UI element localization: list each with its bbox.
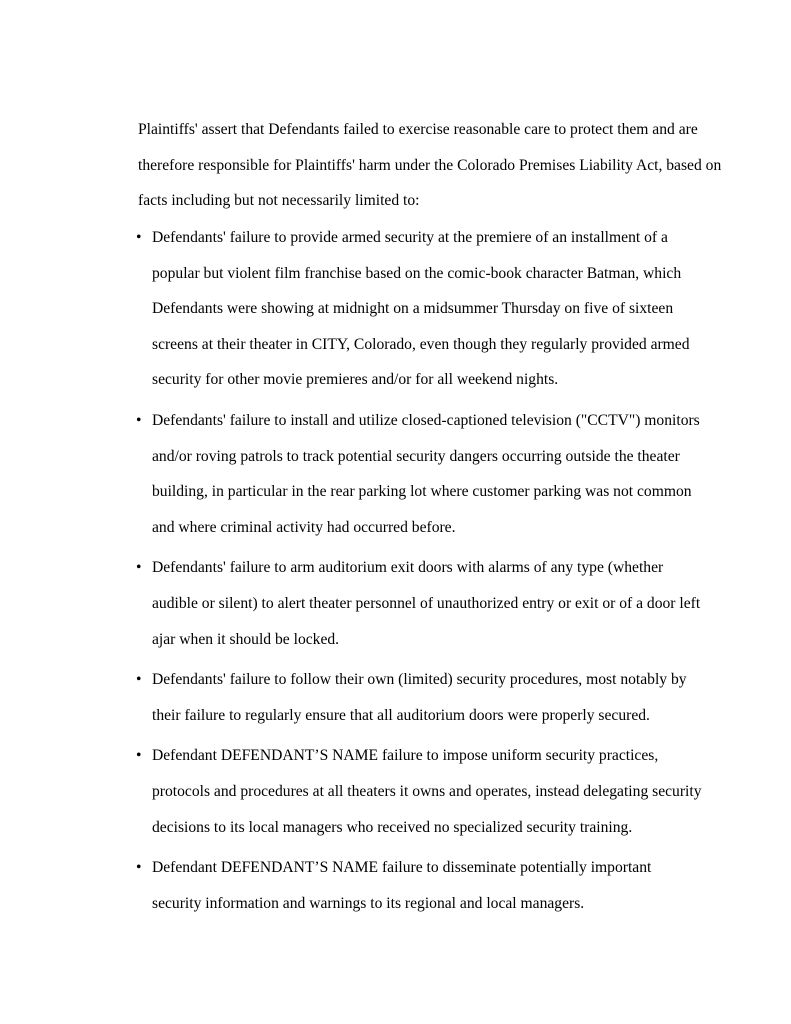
bullet-line: Defendants' failure to follow their own (limited) security procedures, most notably by <box>152 671 687 689</box>
bullet-line: security information and warnings to its regional and local managers. <box>152 894 585 912</box>
bullet-line: and where criminal activity had occurred before. <box>152 518 456 536</box>
bullet-line: Defendants were showing at midnight on a midsummer Thursday on five of sixteen <box>152 300 674 318</box>
intro-line: therefore responsible for Plaintiffs' harm under the Colorado Premises Liability Act, based on <box>138 156 722 174</box>
bullet-line: protocols and procedures at all theaters it owns and operates, instead delegating security <box>152 782 702 800</box>
bullet-icon: • <box>136 229 142 246</box>
bullet-line: decisions to its local managers who received no specialized security training. <box>152 818 633 836</box>
bullet-line: building, in particular in the rear parking lot where customer parking was not common <box>152 483 692 501</box>
bullet-line: ajar when it should be locked. <box>152 630 340 648</box>
bullet-icon: • <box>136 671 142 689</box>
bullet-line: security for other movie premieres and/or for all weekend nights. <box>152 371 559 389</box>
bullet-icon: • <box>136 559 142 577</box>
intro-line: Plaintiffs' assert that Defendants failed to exercise reasonable care to protect them and are <box>138 121 698 138</box>
list-item <box>92 662 704 733</box>
bullet-icon: • <box>136 859 142 877</box>
bullet-line: and/or roving patrols to track potential security dangers occurring outside the theater <box>152 447 680 465</box>
list-item <box>92 220 704 398</box>
list-item <box>92 550 704 657</box>
list-item <box>92 738 704 845</box>
bullet-line: Defendants' failure to arm auditorium exit doors with alarms of any type (whether <box>152 559 664 577</box>
bullet-list <box>92 220 704 926</box>
bullet-icon: • <box>136 747 142 765</box>
bullet-line: Defendants' failure to install and utilize closed-captioned television ("CCTV") monitors <box>152 411 700 429</box>
bullet-line: Defendant DEFENDANT’S NAME failure to impose uniform security practices, <box>152 747 659 765</box>
bullet-line: audible or silent) to alert theater personnel of unauthorized entry or exit or of a door left <box>152 594 701 612</box>
bullet-line: Defendant DEFENDANT’S NAME failure to disseminate potentially important <box>152 859 652 877</box>
intro-line: facts including but not necessarily limited to: <box>138 192 420 210</box>
bullet-line: popular but violent film franchise based on the comic-book character Batman, which <box>152 264 682 282</box>
bullet-line: their failure to regularly ensure that all auditorium doors were properly secured. <box>152 706 650 724</box>
list-item <box>92 850 704 921</box>
bullet-line: Defendants' failure to provide armed security at the premiere of an installment of a <box>152 229 668 246</box>
list-item <box>92 403 704 545</box>
bullet-icon: • <box>136 411 142 429</box>
bullet-line: screens at their theater in CITY, Colorado, even though they regularly provided armed <box>152 335 690 353</box>
intro-paragraph <box>92 112 722 219</box>
